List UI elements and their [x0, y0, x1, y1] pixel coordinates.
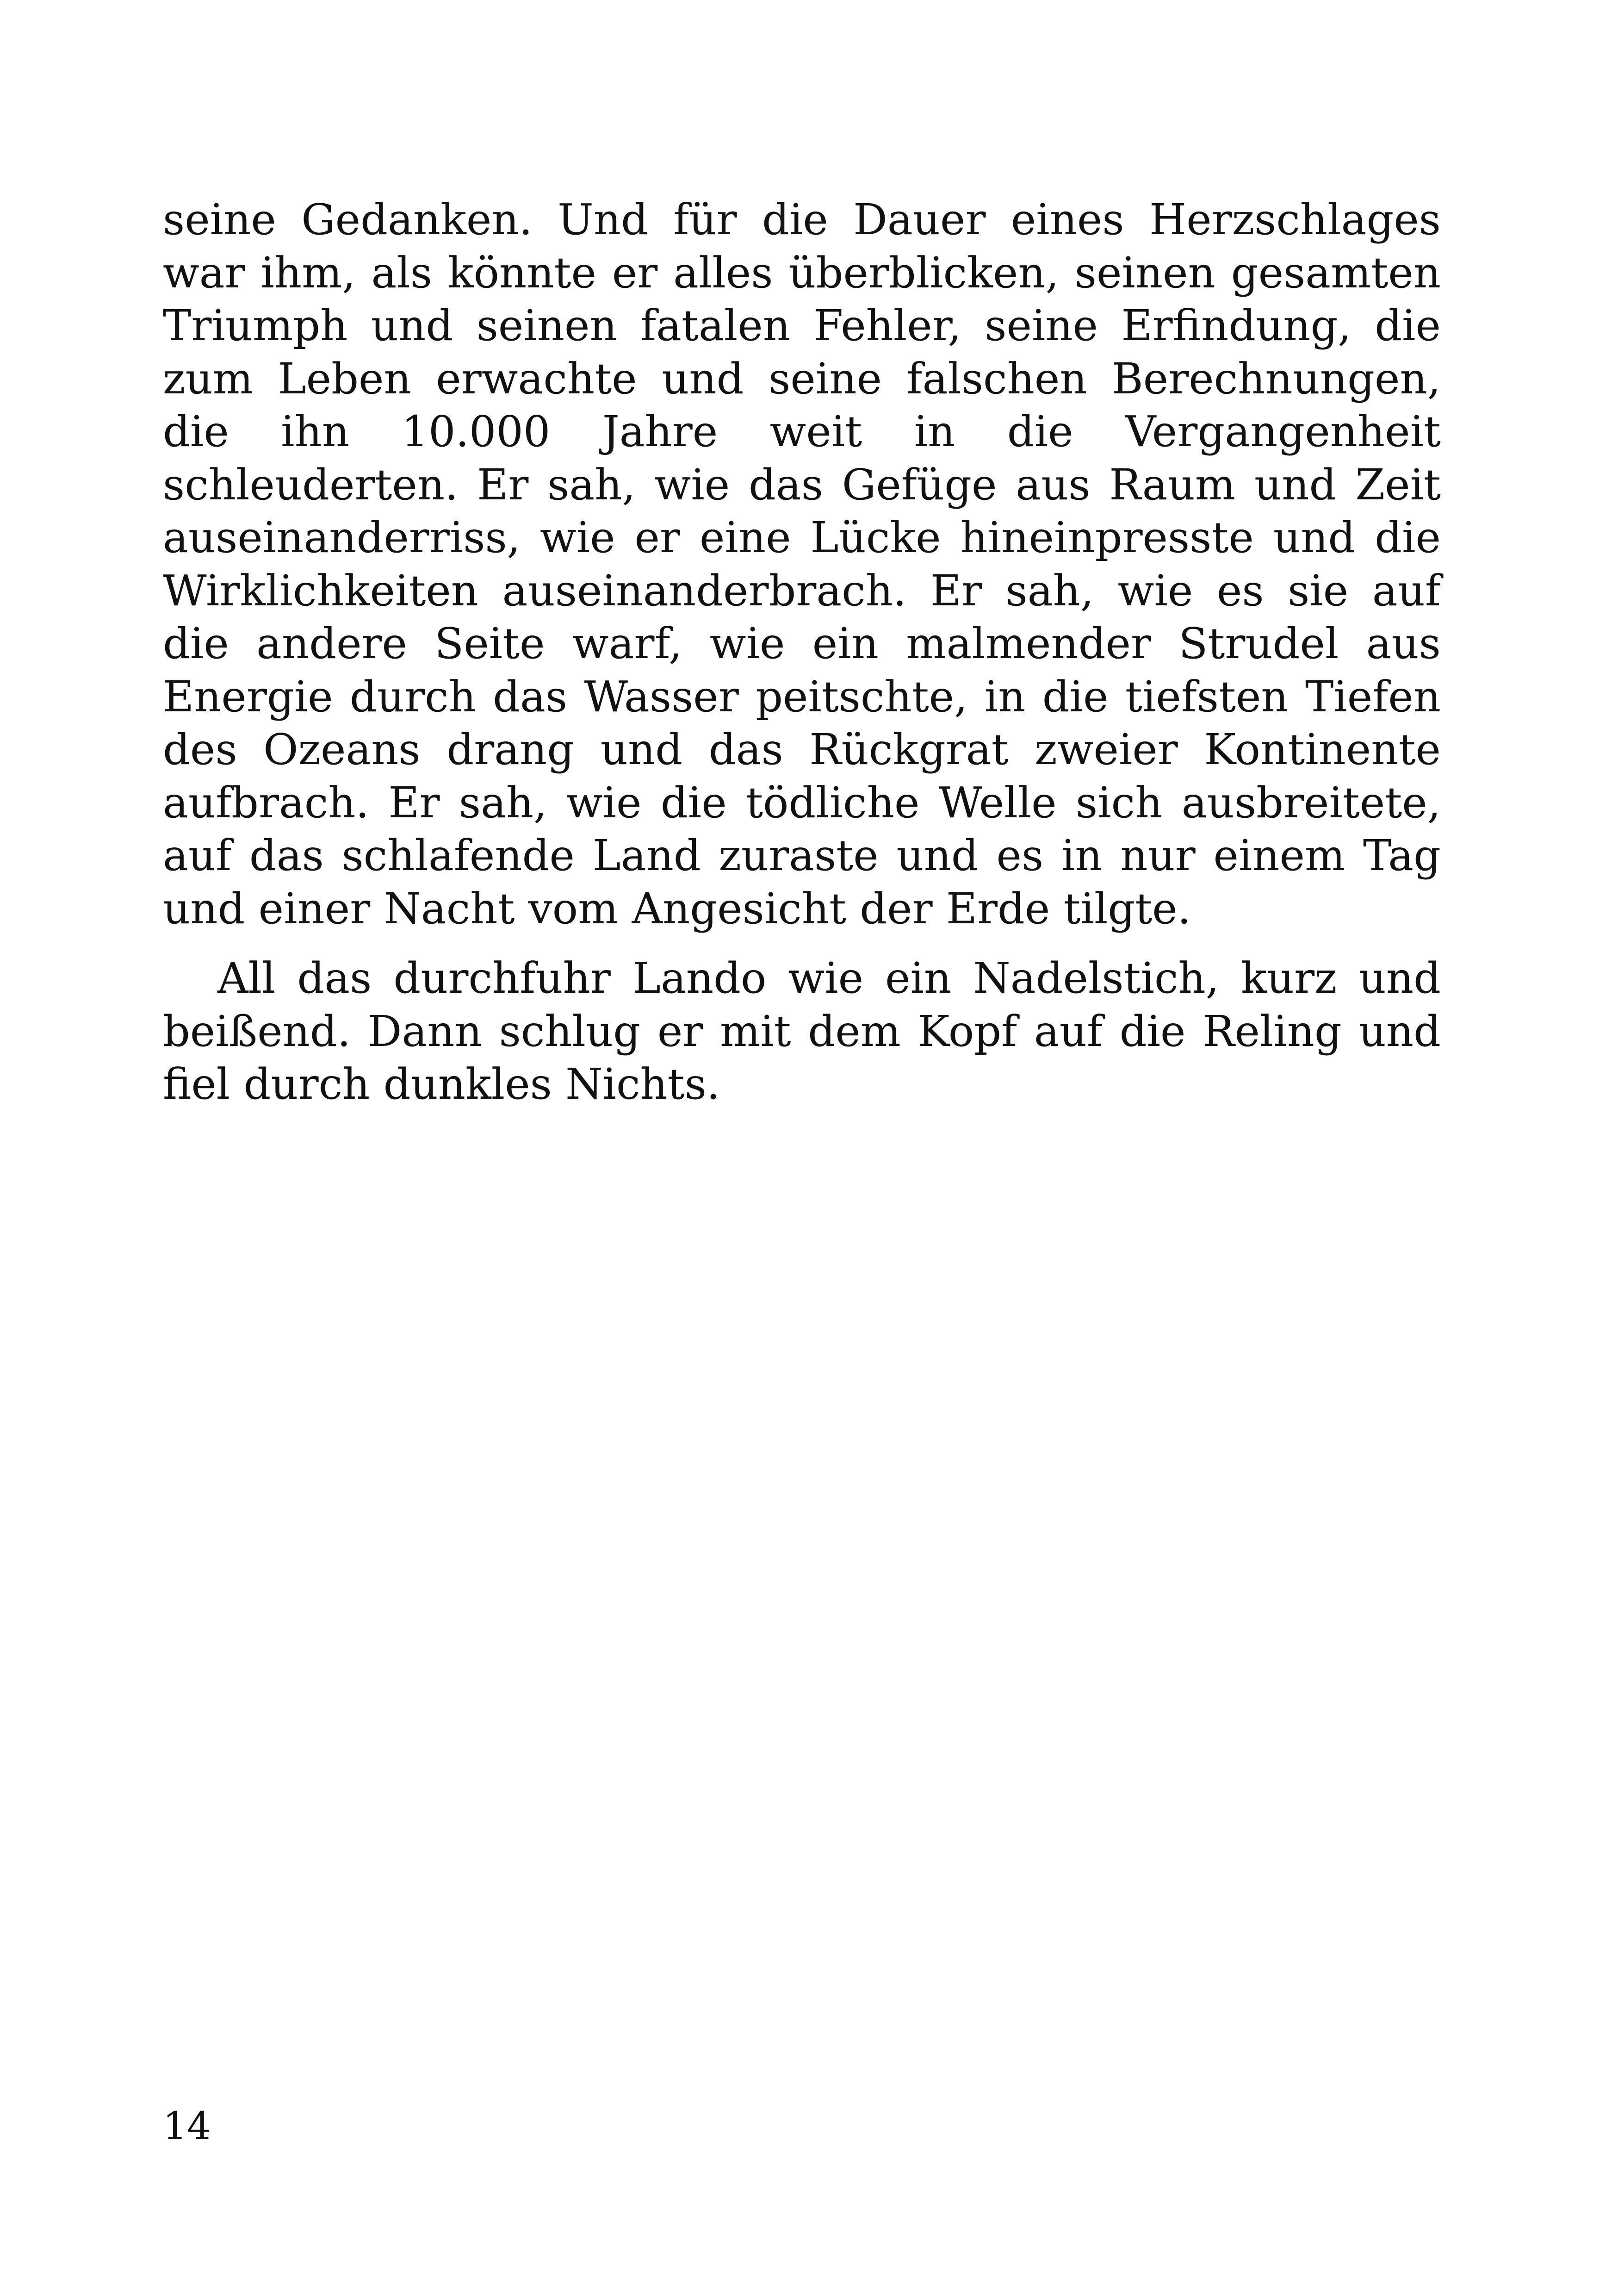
paragraph-2: All das durchfuhr Lando wie ein Nadelstich, kurz und beißend. Dann schlug er mit dem Kopf auf die Reling und fiel durch dunkles Nichts.: [163, 953, 1441, 1109]
body-text: [163, 193, 1441, 1111]
paragraph-1: seine Gedanken. Und für die Dauer eines Herzschlages war ihm, als könnte er alles überblicken, seinen gesamten Triumph und seinen fatalen Fehler, seine Erfindung, die zum Leben erwachte und seine falschen Berechnungen, die ihn 10.000 Jahre weit in die Vergangenheit schleuderten. Er sah, wie das Gefüge aus Raum und Zeit auseinanderriss, wie er eine Lücke hineinpresste und die Wirklichkeiten auseinanderbrach. Er sah, wie es sie auf die andere Seite warf, wie ein malmender Strudel aus Energie durch das Wasser peitschte, in die tiefsten Tiefen des Ozeans drang und das Rückgrat zweier Kontinente aufbrach. Er sah, wie die tödliche Welle sich ausbreitete, auf das schlafende Land zuraste und es in nur einem Tag und einer Nacht vom Angesicht der Erde tilgte.: [163, 195, 1441, 933]
page-number: 14: [163, 2104, 211, 2148]
